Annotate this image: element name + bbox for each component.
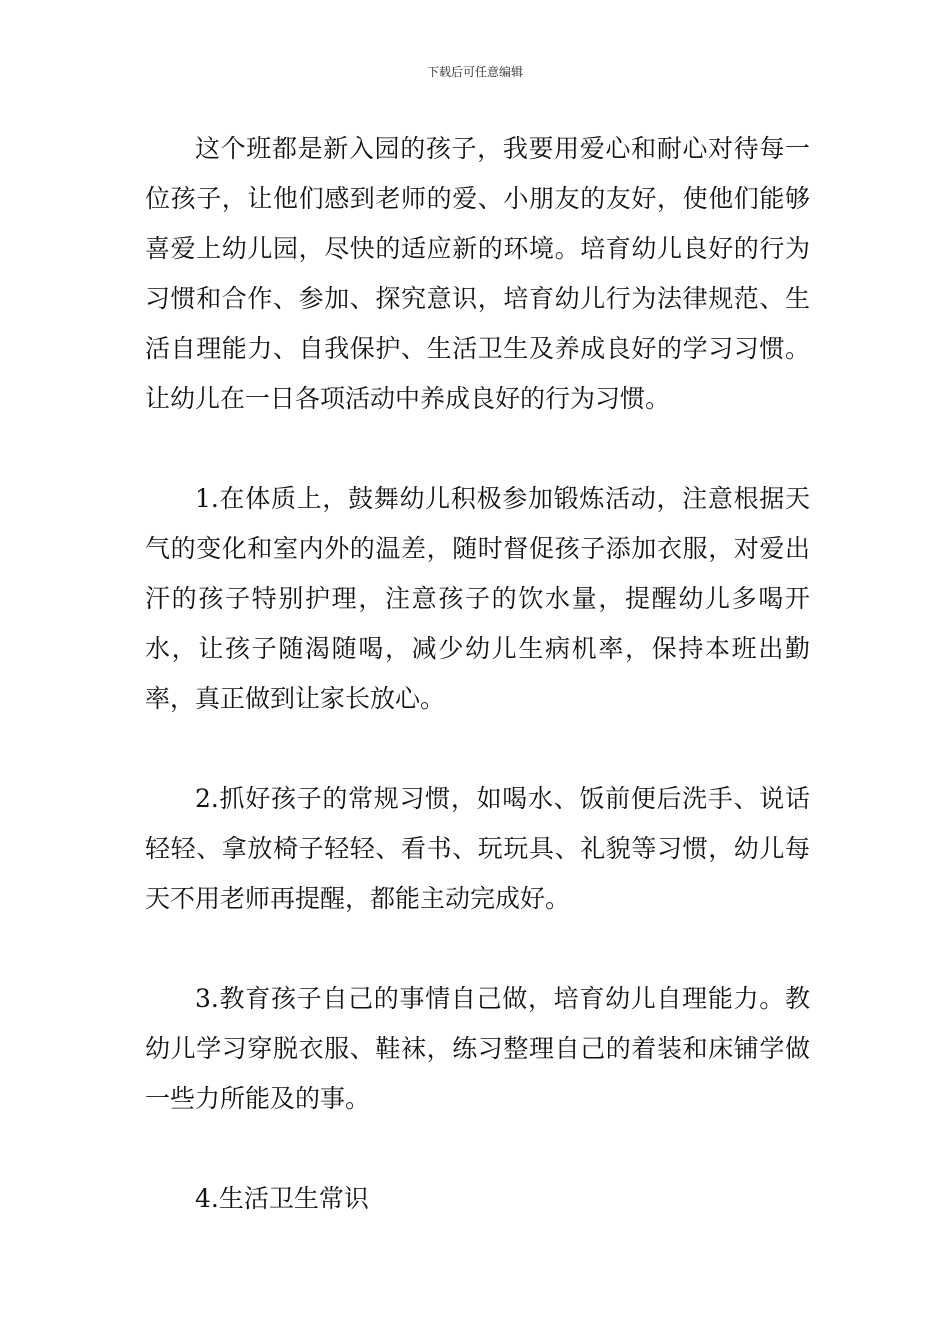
item-2-paragraph: 2.抓好孩子的常规习惯，如喝水、饭前便后洗手、说话轻轻、拿放椅子轻轻、看书、玩玩具、礼貌等习惯，幼儿每天不用老师再提醒，都能主动完成好。 — [145, 784, 810, 913]
page-header: 下载后可任意编辑 — [426, 65, 523, 79]
item-4-heading: 4.生活卫生常识 — [195, 1184, 369, 1213]
intro-paragraph: 这个班都是新入园的孩子，我要用爱心和耐心对待每一位孩子，让他们感到老师的爱、小朋友的友好，使他们能够喜爱上幼儿园，尽快的适应新的环境。培育幼儿良好的行为习惯和合作、参加、探究意识，培育幼儿行为法律规范、生活自理能力、自我保护、生活卫生及养成良好的学习习惯。让幼儿在一日各项活动中养成良好的行为习惯。 — [145, 134, 810, 413]
item-3-paragraph: 3.教育孩子自己的事情自己做，培育幼儿自理能力。教幼儿学习穿脱衣服、鞋袜，练习整理自己的着装和床铺学做一些力所能及的事。 — [145, 984, 810, 1113]
document-body — [145, 124, 810, 1224]
item-1-paragraph: 1.在体质上，鼓舞幼儿积极参加锻炼活动，注意根据天气的变化和室内外的温差，随时督促孩子添加衣服，对爱出汗的孩子特别护理，注意孩子的饮水量，提醒幼儿多喝开水，让孩子随渴随喝，减少幼儿生病机率，保持本班出勤率，真正做到让家长放心。 — [145, 484, 810, 713]
